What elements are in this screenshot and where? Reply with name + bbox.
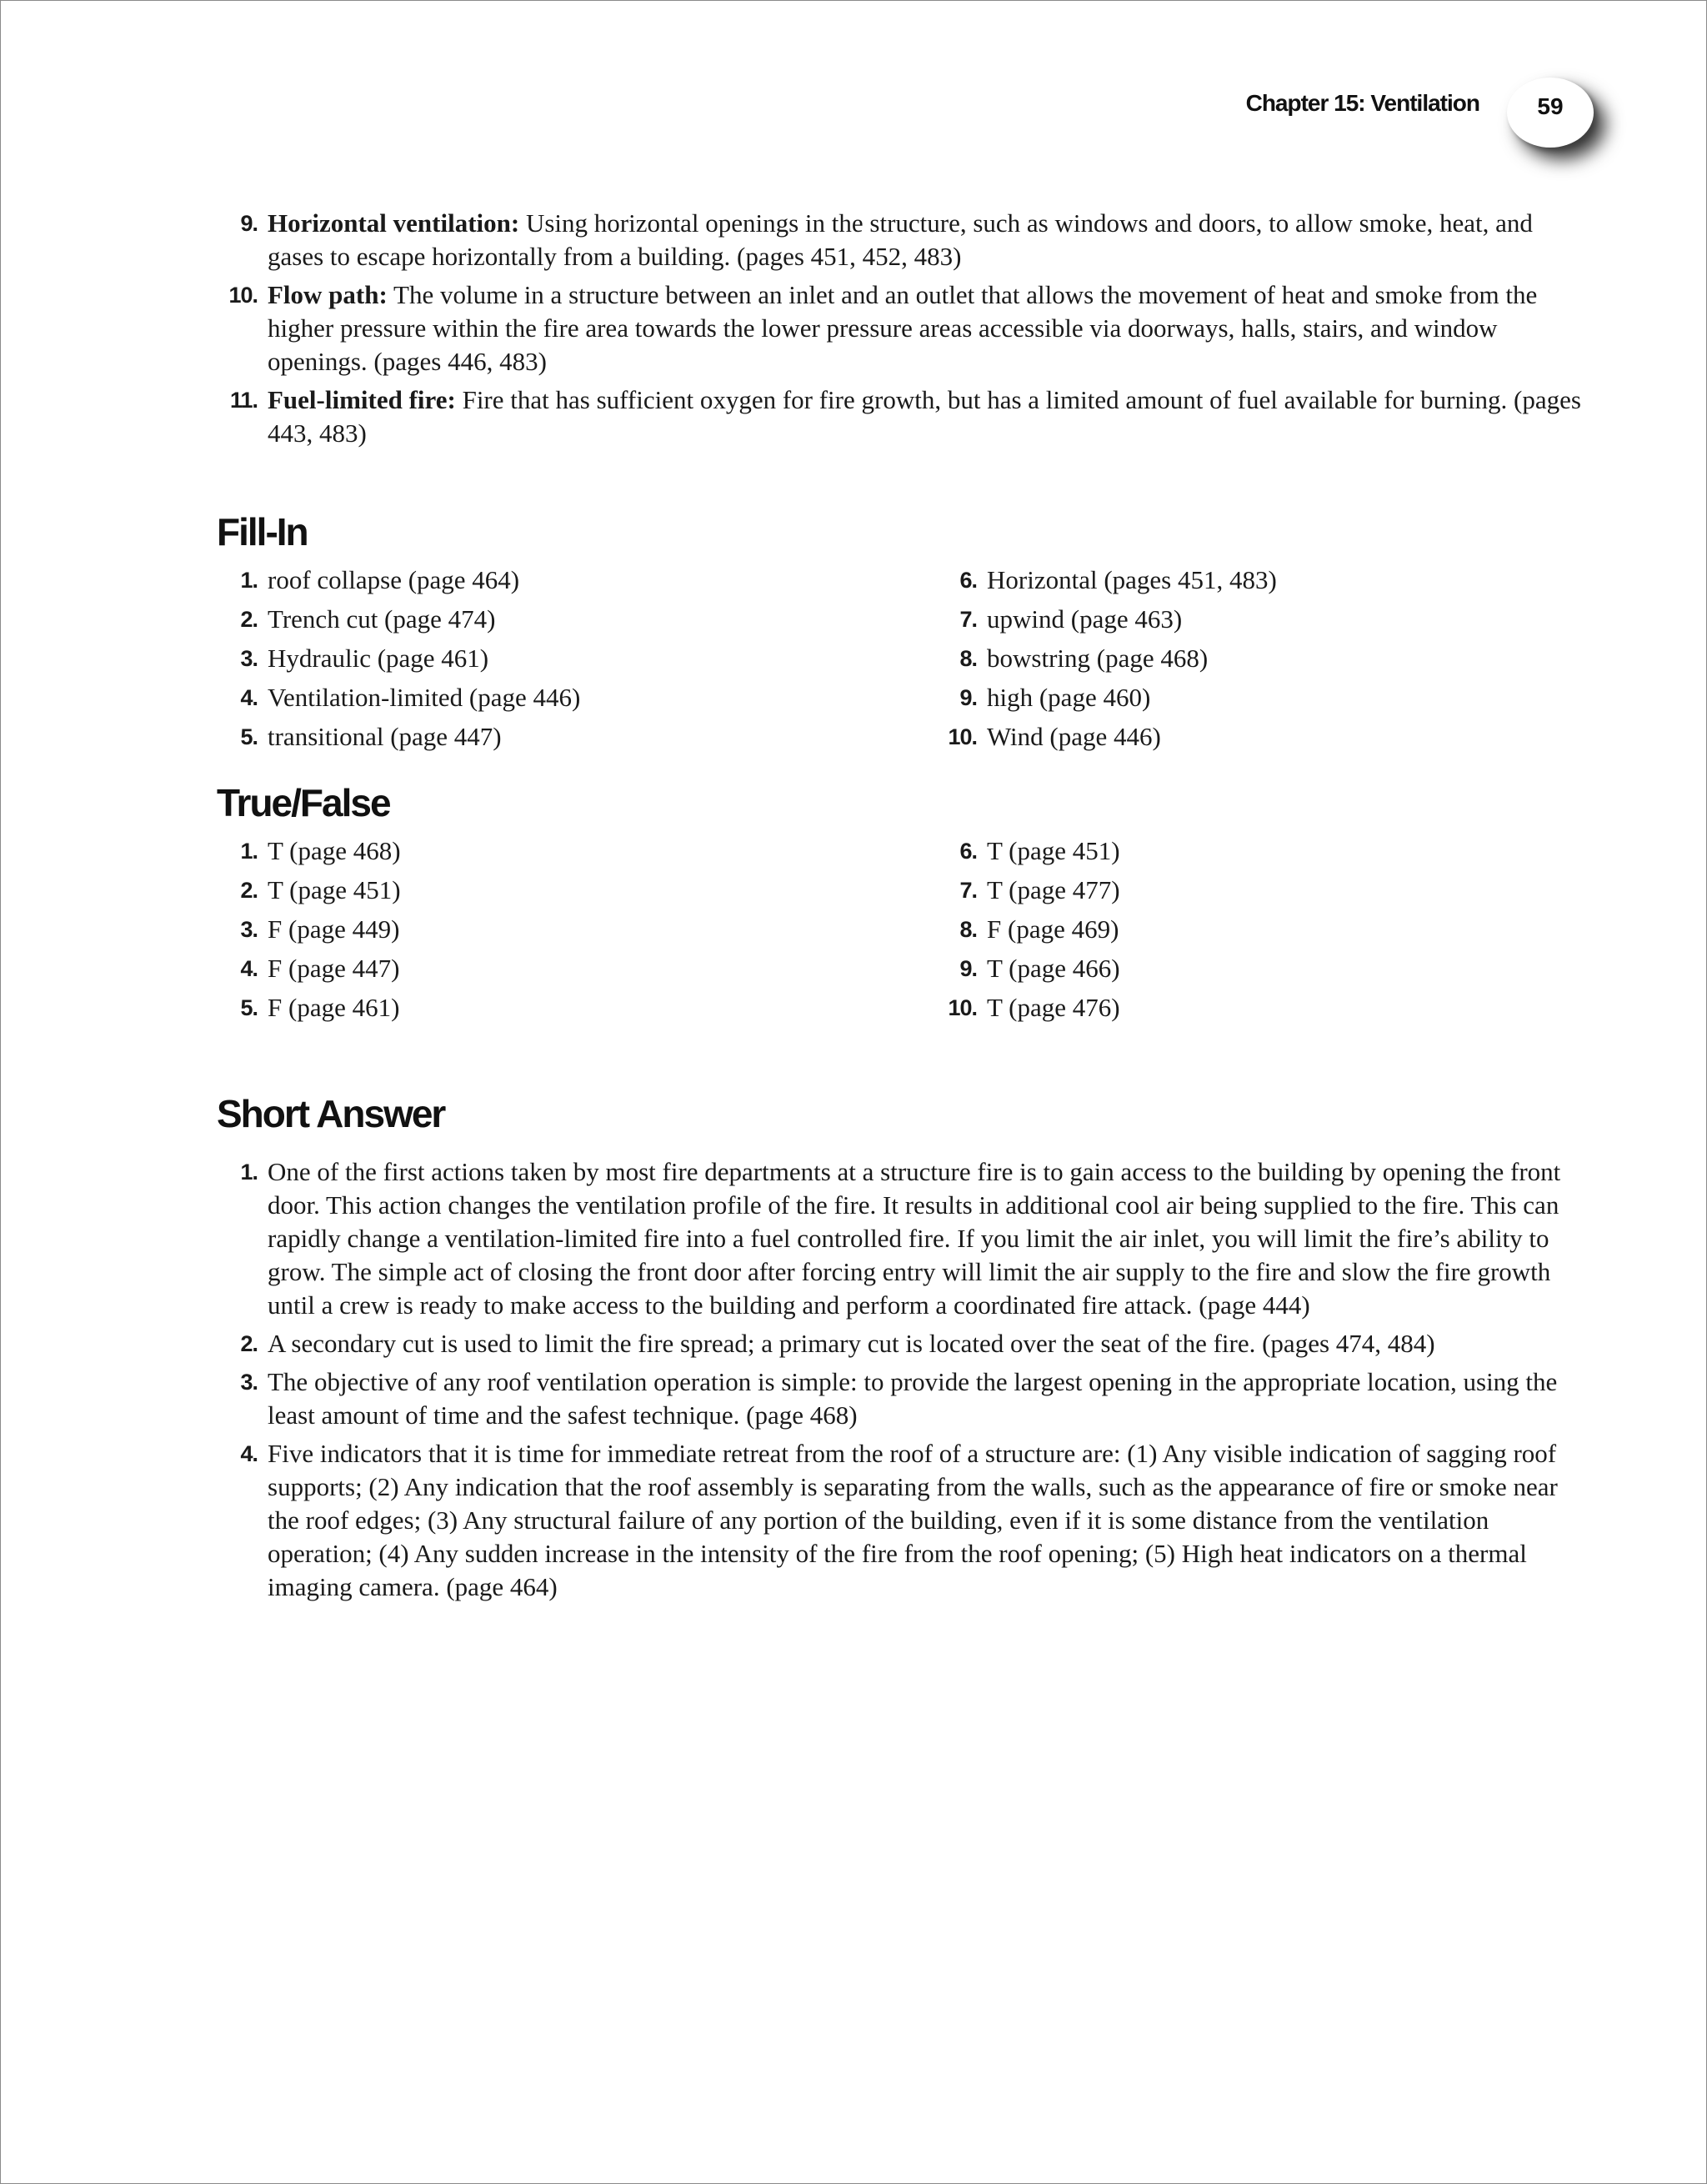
answer-text: One of the first actions taken by most fire departments at a structure fire is to gain access to the building by opening the front door. This action changes the ventilation profile of the fire. It results in additional cool air being supplied to the fire. This can rapidly change a ventilation-limited fire into a fuel controlled fire. If you limit the air inlet, you will limit the fire’s ability to grow. The simple act of closing the front door after forcing entry will limit the air supply to the fire and slow the fire growth until a crew is ready to make access to the building and perform a coordinated fire attack. (page 444): [268, 1157, 1561, 1320]
page-content: [217, 207, 1592, 1609]
true-false-right-column: [936, 834, 1592, 1030]
item-number: 9.: [240, 211, 258, 236]
list-item: [936, 913, 1592, 946]
answer-text: F (page 461): [268, 993, 400, 1022]
answer-text: Horizontal (pages 451, 483): [987, 565, 1277, 594]
item-number: 10.: [228, 283, 258, 308]
answer-text: high (page 460): [987, 683, 1151, 712]
item-number: 8.: [959, 646, 977, 671]
answer-text: T (page 451): [268, 875, 401, 904]
list-item: [936, 720, 1592, 754]
list-item: [936, 991, 1592, 1024]
item-number: 8.: [959, 917, 977, 942]
answer-text: roof collapse (page 464): [268, 565, 520, 594]
list-item: [217, 834, 936, 868]
answer-text: upwind (page 463): [987, 604, 1183, 634]
fill-in-right-column: [936, 564, 1592, 759]
item-number: 9.: [959, 956, 977, 981]
list-item: [217, 913, 936, 946]
true-false-left-column: [217, 834, 936, 1030]
item-number: 7.: [959, 878, 977, 903]
list-item: [217, 1327, 1592, 1360]
answer-text: Trench cut (page 474): [268, 604, 496, 634]
answer-text: Ventilation-limited (page 446): [268, 683, 581, 712]
item-number: 2.: [240, 607, 258, 632]
page-number: 59: [1537, 93, 1564, 119]
list-item: [936, 952, 1592, 985]
item-number: 5.: [240, 724, 258, 749]
vocab-definition: Using horizontal openings in the structure, such as windows and doors, to allow smoke, heat, and gases to escape horizontally from a building. (pages 451, 452, 483): [268, 208, 1533, 271]
item-number: 2.: [240, 1331, 258, 1356]
list-item: [217, 952, 936, 985]
answer-text: T (page 477): [987, 875, 1120, 904]
list-item: [217, 874, 936, 907]
item-number: 3.: [240, 917, 258, 942]
vocab-term: Horizontal ventilation:: [268, 208, 520, 238]
list-item: [217, 1365, 1592, 1432]
item-number: 4.: [240, 956, 258, 981]
list-item: [217, 564, 936, 597]
vocab-item-11: [217, 383, 1592, 450]
answer-text: T (page 468): [268, 836, 401, 865]
item-number: 1.: [240, 839, 258, 864]
list-item: [936, 642, 1592, 675]
vocab-term: Flow path:: [268, 280, 388, 309]
list-item: [217, 681, 936, 714]
item-number: 2.: [240, 878, 258, 903]
fill-in-heading: Fill-In: [217, 510, 308, 554]
answer-text: Wind (page 446): [987, 722, 1161, 751]
answer-text: T (page 476): [987, 993, 1120, 1022]
list-item: [217, 991, 936, 1024]
item-number: 3.: [240, 646, 258, 671]
short-answer-list: [217, 1155, 1592, 1604]
answer-text: transitional (page 447): [268, 722, 502, 751]
vocab-term: Fuel-limited fire:: [268, 385, 456, 414]
item-number: 4.: [240, 1441, 258, 1466]
running-head: Chapter 15: Ventilation: [1245, 90, 1479, 116]
item-number: 5.: [240, 995, 258, 1020]
fill-in-left-column: [217, 564, 936, 759]
answer-text: T (page 466): [987, 954, 1120, 983]
vocab-definition: Fire that has sufficient oxygen for fire growth, but has a limited amount of fuel available for burning. (pages 443, 483): [268, 385, 1581, 448]
list-item: [936, 603, 1592, 636]
answer-text: The objective of any roof ventilation operation is simple: to provide the largest opening in the appropriate location, using the least amount of time and the safest technique. (page 468): [268, 1367, 1558, 1430]
list-item: [936, 681, 1592, 714]
item-number: 6.: [959, 568, 977, 593]
vocab-definition: The volume in a structure between an inlet and an outlet that allows the movement of heat and smoke from the higher pressure within the fire area towards the lower pressure areas accessible via doorways, halls, stairs, and window openings. (pages 446, 483): [268, 280, 1538, 376]
short-answer-heading: Short Answer: [217, 1092, 445, 1135]
list-item: [936, 564, 1592, 597]
true-false-answers: [217, 834, 1592, 1030]
answer-text: Five indicators that it is time for immediate retreat from the roof of a structure are: (1) Any visible indication of sagging roof supports; (2) Any indication that the roof assembly is separating from the walls, such as the appearance of fire or smoke near the roof edges; (3) Any structural failure of any portion of the building, even if it is some distance from the ventilation operation; (4) Any sudden increase in the intensity of the fire from the roof opening; (5) High heat indicators on a thermal imaging camera. (page 464): [268, 1439, 1558, 1601]
vocab-item-10: [217, 278, 1592, 378]
answer-text: A secondary cut is used to limit the fire spread; a primary cut is located over the seat of the fire. (pages 474, 484): [268, 1329, 1435, 1358]
list-item: [217, 642, 936, 675]
fill-in-answers: [217, 564, 1592, 759]
item-number: 7.: [959, 607, 977, 632]
vocab-item-9: [217, 207, 1592, 273]
item-number: 4.: [240, 685, 258, 710]
list-item: [217, 603, 936, 636]
item-number: 9.: [959, 685, 977, 710]
vocabulary-list: [217, 207, 1592, 450]
answer-text: bowstring (page 468): [987, 644, 1209, 673]
item-number: 3.: [240, 1370, 258, 1395]
list-item: [217, 1437, 1592, 1604]
list-item: [936, 874, 1592, 907]
item-number: 11.: [229, 388, 258, 413]
answer-text: F (page 449): [268, 914, 400, 944]
answer-text: T (page 451): [987, 836, 1120, 865]
item-number: 1.: [240, 1160, 258, 1185]
answer-text: F (page 469): [987, 914, 1119, 944]
answer-text: Hydraulic (page 461): [268, 644, 489, 673]
item-number: 1.: [240, 568, 258, 593]
answer-text: F (page 447): [268, 954, 400, 983]
true-false-heading: True/False: [217, 781, 390, 824]
list-item: [217, 1155, 1592, 1322]
item-number: 6.: [959, 839, 977, 864]
item-number: 10.: [948, 724, 977, 749]
list-item: [936, 834, 1592, 868]
list-item: [217, 720, 936, 754]
item-number: 10.: [948, 995, 977, 1020]
